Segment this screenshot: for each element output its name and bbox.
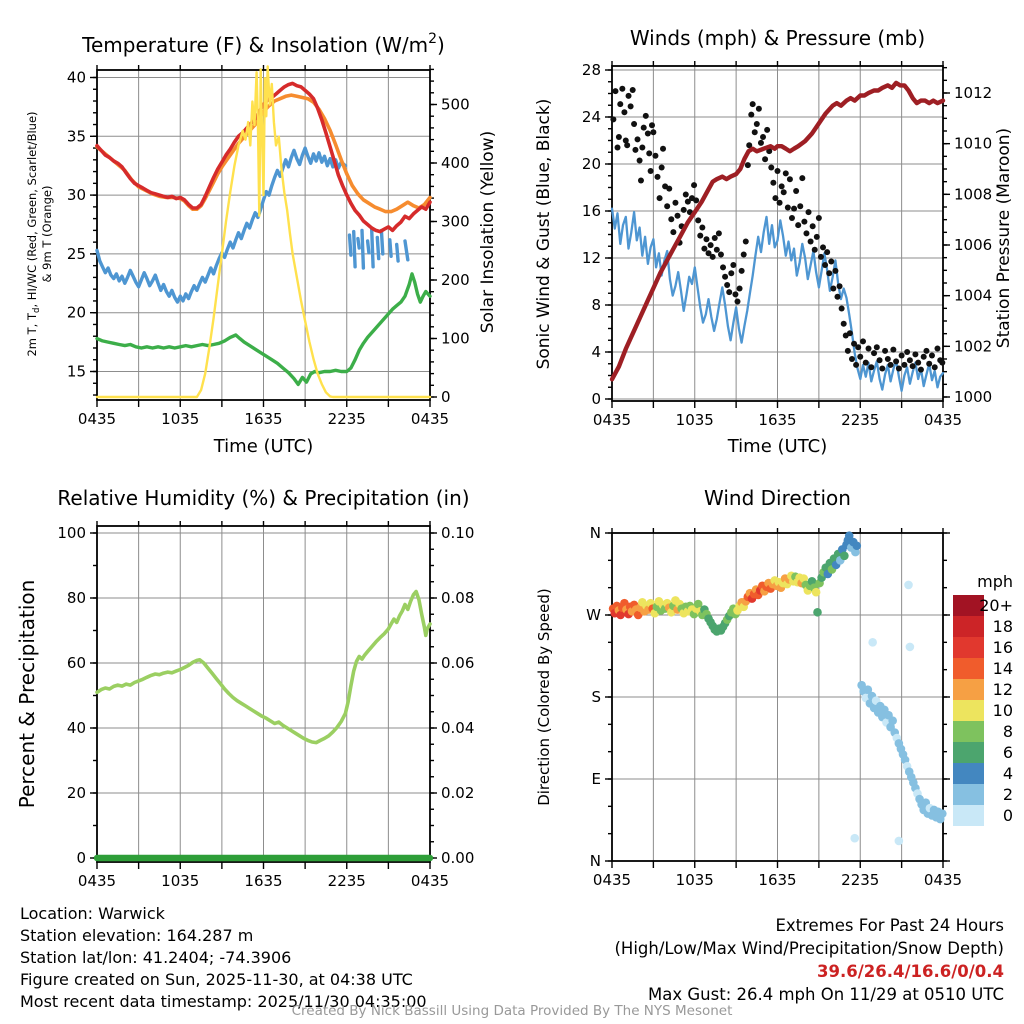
svg-text:4: 4 — [591, 343, 601, 361]
figure-created: Figure created on Sun, 2025-11-30, at 04:38 UTC — [20, 970, 413, 989]
extremes-subtitle: (High/Low/Max Wind/Precipitation/Snow Depth) — [614, 939, 1004, 958]
svg-text:20: 20 — [66, 303, 86, 322]
svg-text:0.04: 0.04 — [441, 719, 475, 737]
svg-text:0: 0 — [76, 849, 86, 867]
left-tick-labels — [67, 69, 86, 381]
svg-text:25: 25 — [66, 244, 86, 263]
max-gust: Max Gust: 26.4 mph On 11/29 at 0510 UTC — [648, 985, 1004, 1004]
station-elevation: Station elevation: 164.287 m — [20, 926, 254, 945]
right-tick-labels — [441, 524, 474, 867]
data-timestamp: Most recent data timestamp: 2025/11/30 04:35:00 — [20, 992, 427, 1011]
gridlines — [97, 526, 430, 862]
svg-text:1635: 1635 — [758, 411, 797, 429]
svg-text:12: 12 — [992, 680, 1013, 699]
svg-text:1035: 1035 — [161, 410, 200, 428]
svg-text:500: 500 — [441, 95, 470, 114]
x-axis-label: Time (UTC) — [213, 436, 314, 457]
svg-text:W: W — [586, 606, 601, 624]
svg-text:12: 12 — [581, 249, 601, 267]
left-axis-label: 2m T, $T_d$, HI/WC (Red, Green, Scarlet/Blue) — [25, 111, 42, 357]
svg-text:1010: 1010 — [954, 134, 993, 153]
svg-text:300: 300 — [441, 212, 470, 231]
extremes-values: 39.6/26.4/16.6/0/0.4 — [817, 962, 1004, 981]
svg-text:1000: 1000 — [954, 388, 993, 406]
svg-text:1635: 1635 — [244, 872, 283, 890]
svg-text:0435: 0435 — [77, 410, 117, 428]
svg-text:8: 8 — [591, 296, 601, 314]
chart-title: Winds (mph) & Pressure (mb) — [629, 26, 926, 50]
svg-text:0435: 0435 — [77, 872, 117, 890]
svg-text:0435: 0435 — [592, 871, 632, 889]
svg-text:2235: 2235 — [841, 411, 880, 429]
svg-text:6: 6 — [1002, 743, 1013, 762]
svg-text:400: 400 — [441, 154, 470, 172]
svg-text:1012: 1012 — [954, 84, 993, 102]
svg-text:0: 0 — [1002, 806, 1013, 825]
svg-text:8: 8 — [1002, 722, 1013, 741]
left-tick-labels — [57, 524, 86, 867]
svg-text:0435: 0435 — [410, 872, 450, 890]
station-location: Location: Warwick — [20, 904, 165, 923]
extremes-info — [614, 914, 1004, 1006]
svg-text:4: 4 — [1002, 764, 1013, 783]
svg-text:N: N — [589, 852, 601, 870]
chart-title: Wind Direction — [704, 486, 851, 510]
series-wind-chill — [97, 148, 408, 302]
speed-legend — [953, 572, 1013, 826]
svg-text:0: 0 — [441, 388, 451, 406]
chart-wind-direction — [535, 486, 1013, 889]
x-tick-labels — [78, 410, 449, 428]
svg-text:E: E — [591, 770, 601, 788]
svg-text:0435: 0435 — [923, 411, 963, 429]
svg-text:1035: 1035 — [161, 872, 200, 890]
svg-text:80: 80 — [66, 589, 86, 607]
svg-text:N: N — [589, 524, 601, 542]
svg-text:40: 40 — [66, 719, 86, 737]
svg-text:35: 35 — [66, 127, 86, 146]
svg-text:0.08: 0.08 — [441, 589, 475, 607]
svg-text:10: 10 — [992, 701, 1013, 720]
left-tick-labels — [586, 524, 601, 870]
chart-winds — [534, 26, 1014, 457]
x-tick-labels — [78, 872, 449, 890]
svg-text:20: 20 — [581, 155, 601, 173]
x-tick-labels — [593, 871, 962, 889]
svg-text:24: 24 — [581, 108, 601, 126]
left-axis-label: Percent & Precipitation — [15, 579, 39, 809]
svg-text:S: S — [591, 688, 601, 706]
station-latlon: Station lat/lon: 41.2404; -74.3906 — [20, 948, 292, 967]
watermark-credit: Created By Nick Bassill Using Data Provided By The NYS Mesonet — [291, 1003, 733, 1019]
svg-text:0: 0 — [591, 390, 601, 408]
chart-temperature — [25, 31, 498, 457]
chart-humidity — [15, 486, 474, 890]
svg-text:0.10: 0.10 — [441, 524, 475, 542]
svg-text:1008: 1008 — [954, 185, 993, 204]
svg-text:2235: 2235 — [327, 410, 366, 428]
left-axis-label: Sonic Wind & Gust (Blue, Black) — [534, 98, 554, 370]
svg-text:100: 100 — [57, 524, 86, 542]
svg-text:20+: 20+ — [979, 596, 1013, 615]
svg-text:1035: 1035 — [675, 411, 714, 429]
left-axis-label: Direction (Colored By Speed) — [535, 588, 553, 806]
svg-text:1006: 1006 — [954, 236, 993, 254]
svg-text:1004: 1004 — [954, 286, 993, 305]
extremes-title: Extremes For Past 24 Hours — [775, 916, 1004, 935]
svg-text:28: 28 — [581, 61, 601, 79]
svg-text:40: 40 — [66, 68, 86, 87]
left-axis-label-line2: & 9m T (Orange) — [40, 185, 54, 283]
x-tick-labels — [593, 411, 962, 429]
legend-title: mph — [977, 572, 1013, 591]
svg-text:0435: 0435 — [410, 410, 450, 428]
svg-text:15: 15 — [66, 362, 86, 381]
svg-text:2235: 2235 — [841, 871, 880, 889]
svg-text:2235: 2235 — [327, 872, 366, 890]
svg-text:18: 18 — [992, 617, 1013, 636]
svg-text:0435: 0435 — [592, 411, 632, 429]
svg-text:100: 100 — [441, 329, 470, 348]
right-tick-labels — [441, 96, 470, 407]
chart-title: Temperature (F) & Insolation $(W/m^2)$ — [82, 31, 445, 57]
svg-text:14: 14 — [992, 659, 1013, 678]
left-tick-labels — [582, 61, 601, 408]
svg-text:0435: 0435 — [923, 871, 963, 889]
svg-text:0.06: 0.06 — [441, 654, 475, 672]
svg-text:1035: 1035 — [675, 871, 714, 889]
chart-title: Relative Humidity (%) & Precipitation (in) — [57, 486, 470, 510]
svg-text:1635: 1635 — [244, 410, 283, 428]
svg-text:2: 2 — [1002, 785, 1013, 804]
station-info — [20, 903, 427, 1013]
right-axis-label: Solar Insolation (Yellow) — [478, 130, 498, 334]
svg-text:0.00: 0.00 — [441, 849, 475, 867]
x-axis-label: Time (UTC) — [727, 436, 828, 457]
svg-text:16: 16 — [581, 202, 601, 220]
right-axis-label: Station Pressure (Maroon) — [994, 127, 1014, 349]
svg-text:1002: 1002 — [954, 337, 993, 356]
svg-text:1635: 1635 — [758, 871, 797, 889]
svg-text:30: 30 — [66, 186, 86, 205]
svg-text:60: 60 — [66, 654, 86, 672]
right-tick-labels — [954, 84, 992, 406]
svg-text:20: 20 — [66, 784, 86, 802]
svg-text:16: 16 — [992, 638, 1013, 657]
svg-text:0.02: 0.02 — [441, 784, 475, 802]
svg-text:200: 200 — [441, 271, 470, 289]
